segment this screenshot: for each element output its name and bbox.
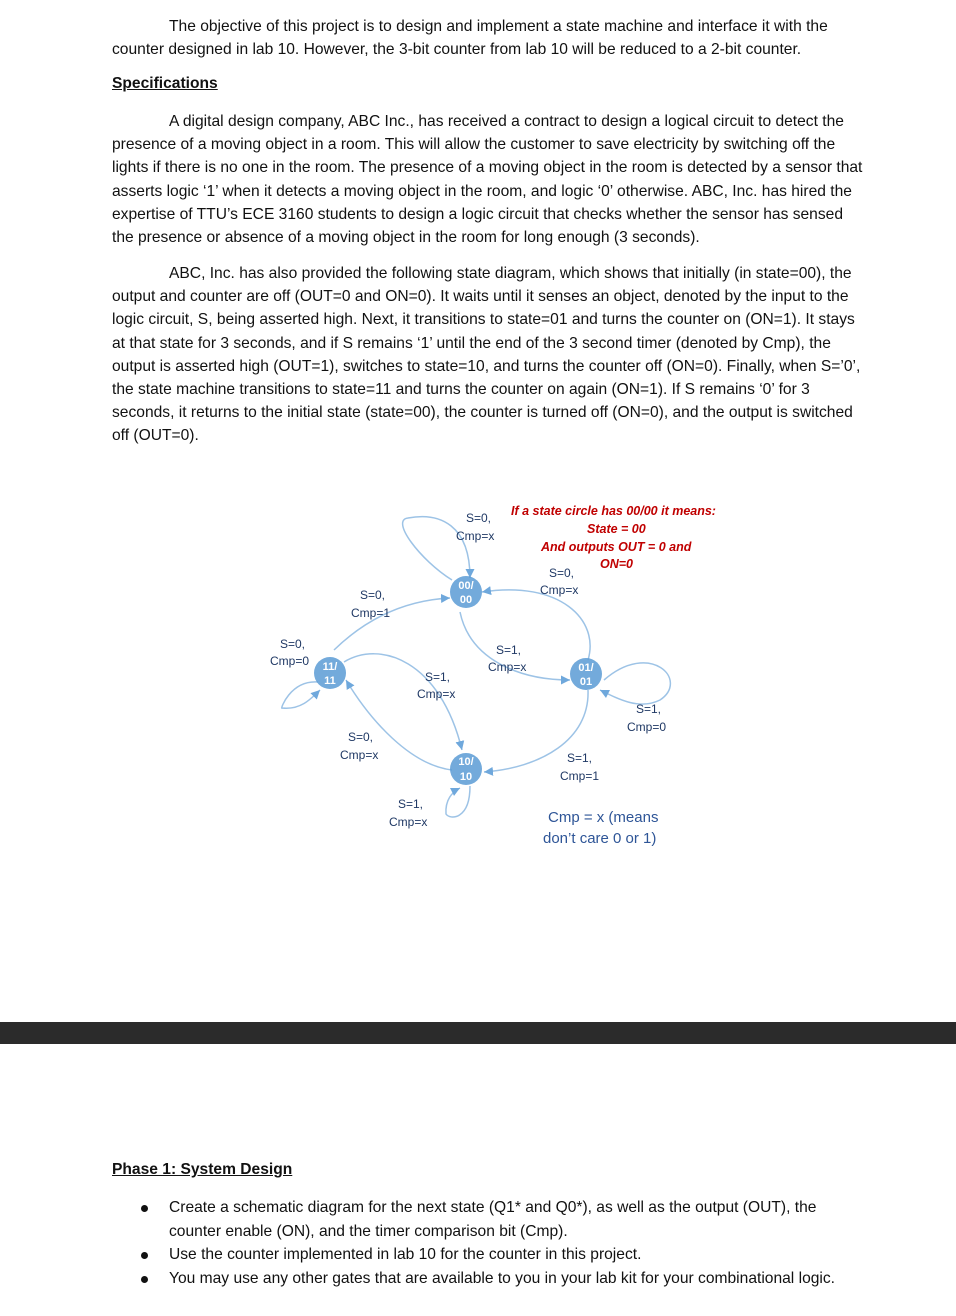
bullet-dot <box>141 1276 148 1283</box>
label-11-self-2: Cmp=0 <box>270 654 310 668</box>
note-line-2: don’t care 0 or 1) <box>543 830 657 847</box>
label-01-to-10-2: Cmp=1 <box>560 769 600 783</box>
phase-1-heading: Phase 1: System Design <box>112 1161 293 1178</box>
label-00-to-01-1: S=1, <box>496 643 522 657</box>
label-00-self-2: Cmp=x <box>456 529 495 543</box>
bullet-text-3: You may use any other gates that are available to you in your lab kit for your combinational logic. <box>169 1269 836 1287</box>
legend-line-1: If a state circle has 00/00 it means: <box>511 504 716 518</box>
state-01-top: 01/ <box>578 662 594 674</box>
spec-paragraph-2: ABC, Inc. has also provided the following state diagram, which shows that initially (in state=00), the output and counter are off (OUT=0 and ON=0). It waits until it senses an object, denoted by the input to the logic circuit, S, being asserted high. Next, it transitions to state=01 and turns the counter on (ON=1). It stays at that state for 3 seconds, and if S remains ‘1’ until the end of the 3 second timer (denoted by Cmp), the output is asserted high (OUT=1), switches to state=10, and turns the counter off (ON=0). Finally, when S=’0’, the state machine transitions to state=11 and turns the counter on again (ON=1). If S remains ‘0’ for 3 seconds, it returns to the initial state (state=00), the counter is turned off (ON=0), and the output is switched off (OUT=0). <box>112 265 861 445</box>
state-01-bottom: 01 <box>579 676 593 688</box>
label-01-to-00-1: S=0, <box>549 566 575 580</box>
arrow-01-self <box>600 663 670 704</box>
state-00-top: 00/ <box>458 580 474 592</box>
arrow-11-self <box>282 682 320 708</box>
bullet-text-1: Create a schematic diagram for the next state (Q1* and Q0*), as well as the output (OUT), the counter enable (ON), and the timer comparison bit (Cmp). <box>169 1199 817 1240</box>
state-diagram <box>262 496 742 856</box>
cmp-note <box>543 809 658 847</box>
bullet-dot <box>141 1205 148 1212</box>
label-11-to-10-2: Cmp=x <box>417 687 456 701</box>
diagram-legend <box>511 504 716 571</box>
label-11-self-1: S=0, <box>280 637 306 651</box>
label-00-self-1: S=0, <box>466 511 492 525</box>
legend-line-4: ON=0 <box>600 557 634 571</box>
intro-paragraph: The objective of this project is to design and implement a state machine and interface it with the counter designed in lab 10. However, the 3-bit counter from lab 10 will be reduced to a 2-bit counter. <box>112 18 828 59</box>
state-11 <box>314 657 346 689</box>
bullet-dot <box>141 1252 148 1259</box>
label-01-to-10-1: S=1, <box>567 751 593 765</box>
label-11-to-10-1: S=1, <box>425 670 451 684</box>
label-10-self-2: Cmp=x <box>389 815 428 829</box>
state-01 <box>570 658 602 690</box>
arrow-10-self <box>446 786 470 817</box>
state-11-bottom: 11 <box>324 675 336 687</box>
phase-1-bullet-list <box>112 1196 864 1290</box>
spec-paragraph-1: A digital design company, ABC Inc., has received a contract to design a logical circuit to detect the presence of a moving object in a room. This will allow the customer to save electricity by switching off the lights if there is no one in the room. The presence of a moving object in the room is detected by a sensor that asserts logic ‘1’ when it detects a moving object in the room, and logic ‘0’ otherwise. ABC, Inc. has hired the expertise of TTU’s ECE 3160 students to design a logic circuit that checks whether the sensor has sensed the presence or absence of a moving object in the room for long enough (3 seconds). <box>112 113 863 247</box>
state-10-top: 10/ <box>458 756 474 768</box>
state-00-bottom: 00 <box>459 594 473 606</box>
legend-line-3: And outputs OUT = 0 and <box>541 540 692 554</box>
state-00 <box>450 576 482 608</box>
bullet-item <box>112 1243 864 1267</box>
bullet-item <box>112 1196 864 1243</box>
label-01-self-2: Cmp=0 <box>627 720 667 734</box>
label-10-to-11-1: S=0, <box>348 730 374 744</box>
page-separator <box>0 1022 956 1044</box>
state-10 <box>450 753 482 785</box>
note-line-1: Cmp = x (means <box>548 809 659 826</box>
specifications-heading: Specifications <box>112 75 218 92</box>
label-00-to-01-2: Cmp=x <box>488 660 527 674</box>
label-11-to-00-2: Cmp=1 <box>351 606 391 620</box>
label-01-self-1: S=1, <box>636 702 662 716</box>
label-10-self-1: S=1, <box>398 797 424 811</box>
label-10-to-11-2: Cmp=x <box>340 748 379 762</box>
bullet-item <box>112 1267 864 1291</box>
state-10-bottom: 10 <box>459 771 473 783</box>
state-11-top: 11/ <box>322 661 338 673</box>
label-11-to-00-1: S=0, <box>360 588 386 602</box>
bullet-text-2: Use the counter implemented in lab 10 for the counter in this project. <box>169 1246 642 1264</box>
arrow-00-self <box>403 517 470 580</box>
label-01-to-00-2: Cmp=x <box>540 583 579 597</box>
legend-line-2: State = 00 <box>587 522 646 536</box>
